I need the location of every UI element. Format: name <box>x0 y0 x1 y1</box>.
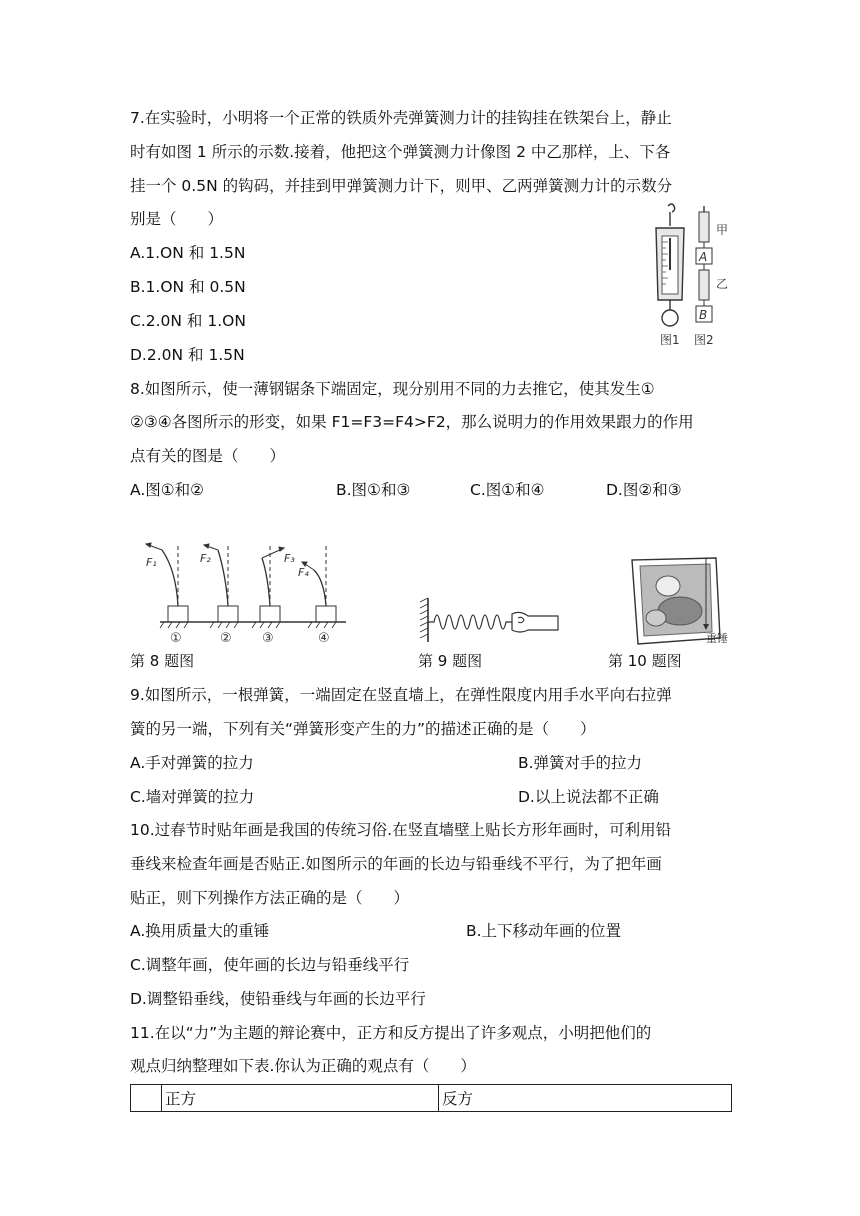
table-header-pro: 正方 <box>162 1085 439 1112</box>
table-row <box>131 1085 732 1112</box>
q8-option-b[interactable]: B.图①和③ <box>336 481 411 499</box>
q7-caption-1: 图1 <box>660 333 680 347</box>
q8-force-f3: F₃ <box>284 552 295 565</box>
q8-option-a[interactable]: A.图①和② <box>130 481 205 499</box>
q9-spring-figure <box>418 596 566 646</box>
table-header-con: 反方 <box>439 1085 732 1112</box>
q10-picture-plumb-figure <box>608 556 734 648</box>
q7-option-a[interactable]: A.1.ON 和 1.5N <box>130 244 246 262</box>
q8-force-f4: F₄ <box>298 566 309 579</box>
q7-caption-2: 图2 <box>694 333 714 347</box>
q8-option-d[interactable]: D.图②和③ <box>606 481 682 499</box>
q9-option-d[interactable]: D.以上说法都不正确 <box>518 788 659 806</box>
q9-option-c[interactable]: C.墙对弹簧的拉力 <box>130 788 255 806</box>
q9-stem-line-1: 9.如图所示，一根弹簧，一端固定在竖直墙上，在弹性限度内用手水平向右拉弹 <box>130 686 672 704</box>
q10-option-b[interactable]: B.上下移动年画的位置 <box>466 922 622 940</box>
q8-panel-2-number: ② <box>220 631 232 646</box>
table-header-blank <box>131 1085 162 1112</box>
q7-block-a: A <box>699 250 708 264</box>
q7-option-d[interactable]: D.2.0N 和 1.5N <box>130 346 245 364</box>
q7-stem-line-1: 7.在实验时，小明将一个正常的铁质外壳弹簧测力计的挂钩挂在铁架台上，静止 <box>130 109 672 127</box>
q8-stem-line-3: 点有关的图是（ ） <box>130 447 286 465</box>
q7-block-b: B <box>699 308 708 322</box>
q9-option-b[interactable]: B.弹簧对手的拉力 <box>518 754 643 772</box>
q10-option-d[interactable]: D.调整铅垂线，使铅垂线与年画的长边平行 <box>130 990 426 1008</box>
q7-label-yi: 乙 <box>716 277 729 291</box>
q8-panel-3-number: ③ <box>262 631 274 646</box>
q8-force-f2: F₂ <box>200 552 211 565</box>
fig8-caption: 第 8 题图 <box>130 652 195 670</box>
q7-spring-scale-figure <box>640 200 740 348</box>
q11-debate-table <box>130 1084 732 1112</box>
q10-option-c[interactable]: C.调整年画，使年画的长边与铅垂线平行 <box>130 956 410 974</box>
q8-panel-1-number: ① <box>170 631 182 646</box>
q9-option-a[interactable]: A.手对弹簧的拉力 <box>130 754 254 772</box>
q7-label-jia: 甲 <box>716 223 729 237</box>
q7-option-b[interactable]: B.1.ON 和 0.5N <box>130 278 246 296</box>
q7-stem-line-3: 挂一个 0.5N 的钩码，并挂到甲弹簧测力计下，则甲、乙两弹簧测力计的示数分 <box>130 177 673 195</box>
q10-stem-line-1: 10.过春节时贴年画是我国的传统习俗.在竖直墙壁上贴长方形年画时，可利用铅 <box>130 821 672 839</box>
q8-saw-blade-figure <box>132 540 368 650</box>
q11-stem-line-2: 观点归纳整理如下表.你认为正确的观点有（ ） <box>130 1057 476 1075</box>
fig10-caption: 第 10 题图 <box>608 652 682 670</box>
q10-stem-line-2: 垂线来检查年画是否贴正.如图所示的年画的长边与铅垂线不平行，为了把年画 <box>130 855 662 873</box>
q7-option-c[interactable]: C.2.0N 和 1.ON <box>130 312 246 330</box>
q8-option-c[interactable]: C.图①和④ <box>470 481 545 499</box>
q10-weight-label: 重锤 <box>706 632 728 645</box>
q8-stem-line-1: 8.如图所示，使一薄钢锯条下端固定，现分别用不同的力去推它，使其发生① <box>130 380 655 398</box>
q8-stem-line-2: ②③④各图所示的形变，如果 F1=F3=F4>F2，那么说明力的作用效果跟力的作用 <box>130 413 694 431</box>
fig9-caption: 第 9 题图 <box>418 652 483 670</box>
q7-stem-line-4: 别是（ ） <box>130 210 224 228</box>
q8-force-f1: F₁ <box>146 556 157 569</box>
q10-option-a[interactable]: A.换用质量大的重锤 <box>130 922 270 940</box>
q11-stem-line-1: 11.在以“力”为主题的辩论赛中，正方和反方提出了许多观点，小明把他们的 <box>130 1024 652 1042</box>
q10-stem-line-3: 贴正，则下列操作方法正确的是（ ） <box>130 889 410 907</box>
q7-stem-line-2: 时有如图 1 所示的示数.接着，他把这个弹簧测力计像图 2 中乙那样，上、下各 <box>130 143 671 161</box>
q8-panel-4-number: ④ <box>318 631 330 646</box>
q9-stem-line-2: 簧的另一端，下列有关“弹簧形变产生的力”的描述正确的是（ ） <box>130 720 596 738</box>
